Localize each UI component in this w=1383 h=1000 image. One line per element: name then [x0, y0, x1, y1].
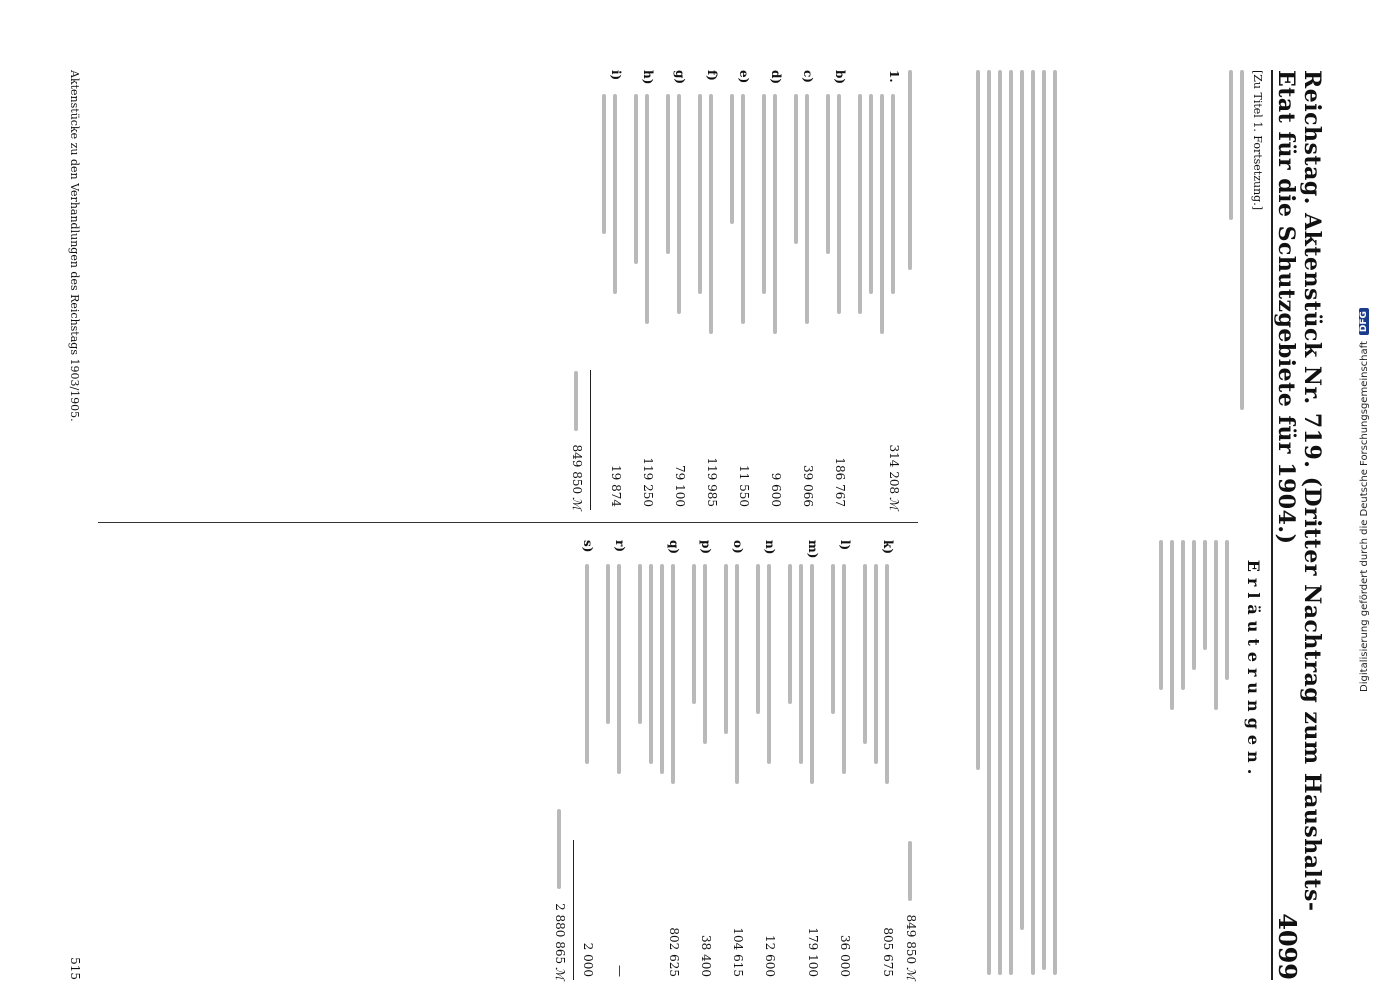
sum-rule — [573, 840, 574, 980]
illegible-line — [1170, 540, 1174, 710]
entry-label: r) — [613, 540, 627, 552]
illegible-line — [724, 564, 728, 734]
illegible-line — [666, 94, 670, 254]
illegible-line — [1214, 540, 1218, 710]
illegible-line — [891, 94, 895, 294]
right-entry-s — [578, 540, 595, 980]
entry-label: q) — [667, 540, 681, 555]
illegible-line — [976, 70, 980, 770]
amount-value: 805 675 — [881, 927, 895, 977]
illegible-line — [908, 841, 912, 901]
entry-label: o) — [731, 540, 745, 554]
illegible-line — [773, 94, 777, 334]
right-column — [88, 540, 918, 980]
page-number: 4099 — [1273, 913, 1302, 980]
entry-body — [851, 94, 901, 414]
amount-value: 104 615 — [731, 927, 745, 977]
illegible-line — [1192, 540, 1196, 670]
sum-amount: 2 880 865 — [553, 903, 567, 965]
column-divider — [98, 522, 918, 523]
illegible-line — [805, 94, 809, 324]
bracket-line: [Zu Titel 1. Fortsetzung.] — [1251, 70, 1264, 211]
entry-amount — [580, 884, 595, 980]
entry-amount — [805, 884, 820, 980]
illegible-line — [574, 371, 578, 431]
entry-label: i) — [609, 70, 623, 81]
right-entry-m — [781, 540, 820, 980]
entry-body — [599, 564, 627, 884]
entry-amount — [672, 414, 687, 510]
entry-body — [578, 564, 595, 884]
illegible-line — [767, 564, 771, 764]
carry-over-amount: 849 850 — [904, 914, 918, 965]
illegible-line — [1229, 70, 1233, 220]
amount-value: 186 767 — [833, 457, 847, 507]
entry-label: 1. — [887, 70, 901, 83]
entry-label: f) — [705, 70, 719, 81]
left-entry-f — [691, 70, 719, 510]
illegible-line — [869, 94, 873, 294]
illegible-line — [837, 94, 841, 314]
illegible-line — [645, 94, 649, 324]
amount-value: 119 250 — [641, 457, 655, 507]
left-entry-h — [627, 70, 655, 510]
illegible-line — [1181, 540, 1185, 690]
entry-amount — [880, 884, 895, 980]
entry-label: l) — [838, 540, 852, 551]
illegible-line — [987, 70, 991, 975]
entry-body — [627, 94, 655, 414]
section-heading: Erläuterungen. — [1244, 559, 1263, 781]
amount-value: 12 600 — [763, 935, 777, 977]
dfg-logo: DFG — [1359, 308, 1369, 335]
entry-amount — [762, 884, 777, 980]
personnel-list — [1152, 540, 1235, 760]
illegible-line — [613, 94, 617, 294]
entry-body — [819, 94, 847, 414]
right-entry-n — [749, 540, 777, 980]
illegible-line — [677, 94, 681, 314]
footer-page-number: 515 — [68, 957, 82, 980]
illegible-line — [1240, 70, 1244, 410]
entry-amount — [608, 414, 623, 510]
amount-value: 38 400 — [699, 935, 713, 977]
amount-value: 19 874 — [609, 465, 623, 507]
currency-sign: ℳ — [904, 967, 918, 980]
illegible-line — [874, 564, 878, 764]
entry-label: h) — [641, 70, 655, 85]
illegible-line — [1042, 70, 1046, 970]
entry-amount — [800, 414, 815, 510]
amount-value: 9 600 — [769, 472, 783, 507]
illegible-line — [649, 564, 653, 764]
illegible-line — [908, 70, 912, 270]
illegible-line — [1020, 70, 1024, 930]
illegible-line — [842, 564, 846, 774]
currency-sign: ℳ — [570, 497, 584, 510]
page-title: Reichstag. Aktenstück Nr. 719. (Dritter Nachtrag zum Haushalts-Etat für die Schutzgebiete für 1904.) — [1273, 70, 1325, 912]
amount-value: 2 000 — [581, 942, 595, 977]
amount-value: 36 000 — [838, 935, 852, 977]
entry-label: m) — [806, 540, 820, 559]
illegible-line — [863, 564, 867, 744]
illegible-line — [660, 564, 664, 774]
document-page — [68, 70, 1325, 980]
amount-value: 802 625 — [667, 927, 681, 977]
page-header — [1271, 70, 1325, 980]
illegible-line — [617, 564, 621, 774]
total-amount: 849 850 — [570, 444, 584, 495]
illegible-line — [735, 564, 739, 784]
right-sum — [550, 540, 567, 980]
illegible-line — [1031, 70, 1035, 975]
entry-amount — [640, 414, 655, 510]
entry-amount — [886, 414, 901, 510]
illegible-line — [788, 564, 792, 704]
entry-label: g) — [673, 70, 687, 85]
entry-amount — [730, 884, 745, 980]
illegible-line — [756, 564, 760, 714]
amount-value: 39 066 — [801, 465, 815, 507]
illegible-line — [826, 94, 830, 254]
illegible-line — [671, 564, 675, 784]
amount-value: 119 985 — [705, 457, 719, 507]
total-rule — [590, 370, 591, 510]
left-entry-b — [819, 70, 847, 510]
right-entry-k — [856, 540, 895, 980]
entry-amount — [768, 414, 783, 510]
entry-body — [749, 564, 777, 884]
illegible-line — [885, 564, 889, 784]
illegible-line — [692, 564, 696, 704]
left-entry-c — [787, 70, 815, 510]
dfg-note-text — [1357, 0, 1371, 1000]
entry-body — [631, 564, 681, 884]
intro-paragraph — [969, 70, 1063, 980]
entry-amount — [698, 884, 713, 980]
illegible-line — [730, 94, 734, 224]
left-entry-d — [755, 70, 783, 510]
entry-body — [691, 94, 719, 414]
amount-value: 11 550 — [737, 465, 751, 507]
left-entry-e — [723, 70, 751, 510]
footer-left: Aktenstücke zu den Verhandlungen des Reichstags 1903/1905. — [68, 70, 81, 422]
entry-body — [659, 94, 687, 414]
right-entry-o — [717, 540, 745, 980]
entry-label: d) — [769, 70, 783, 85]
right-entry-r — [599, 540, 627, 980]
illegible-line — [858, 94, 862, 314]
entry-amount — [832, 414, 847, 510]
illegible-line — [794, 94, 798, 244]
illegible-line — [602, 94, 606, 234]
illegible-line — [606, 564, 610, 724]
left-entry-1 — [851, 70, 901, 510]
illegible-line — [998, 70, 1002, 975]
entry-amount — [704, 414, 719, 510]
currency-sign: ℳ — [887, 497, 901, 510]
illegible-line — [698, 94, 702, 294]
left-entry-i — [595, 70, 623, 510]
entry-amount — [736, 414, 751, 510]
entry-label: e) — [737, 70, 751, 84]
entry-body — [824, 564, 852, 884]
entry-label: b) — [833, 70, 847, 85]
left-entry-g — [659, 70, 687, 510]
amount-value: — — [613, 965, 627, 977]
left-column — [88, 70, 918, 510]
entry-body — [856, 564, 895, 884]
dfg-note — [1357, 0, 1371, 1000]
entry-body — [595, 94, 623, 414]
amount-value: 314 208 — [887, 444, 901, 495]
entry-amount — [612, 884, 627, 980]
illegible-line — [638, 564, 642, 724]
carry-over — [901, 540, 918, 980]
entry-body — [781, 564, 820, 884]
left-total — [567, 70, 584, 510]
illegible-line — [762, 94, 766, 294]
entry-amount — [666, 884, 681, 980]
entry-label: c) — [801, 70, 815, 83]
illegible-line — [1225, 540, 1229, 680]
illegible-line — [1009, 70, 1013, 975]
illegible-line — [1159, 540, 1163, 690]
illegible-line — [634, 94, 638, 264]
amount-value: 179 100 — [806, 927, 820, 977]
illegible-line — [880, 94, 884, 334]
illegible-line — [1053, 70, 1057, 975]
illegible-line — [709, 94, 713, 334]
entry-body — [717, 564, 745, 884]
illegible-line — [799, 564, 803, 764]
dfg-caption: Digitalisierung gefördert durch die Deutsche Forschungsgemeinschaft — [1358, 341, 1370, 692]
entry-label: k) — [881, 540, 895, 554]
right-entry-p — [685, 540, 713, 980]
entry-label: p) — [699, 540, 713, 555]
entry-label: s) — [581, 540, 595, 553]
illegible-line — [741, 94, 745, 324]
illegible-line — [585, 564, 589, 764]
amount-value: 79 100 — [673, 465, 687, 507]
entry-body — [723, 94, 751, 414]
entry-body — [755, 94, 783, 414]
illegible-line — [703, 564, 707, 744]
illegible-line — [831, 564, 835, 714]
currency-sign: ℳ — [553, 967, 567, 980]
entry-label: n) — [763, 540, 777, 555]
entry-body — [685, 564, 713, 884]
illegible-line — [810, 564, 814, 784]
illegible-line — [557, 809, 561, 889]
illegible-line — [1203, 540, 1207, 650]
entry-body — [787, 94, 815, 414]
right-entry-q — [631, 540, 681, 980]
right-entry-l — [824, 540, 852, 980]
entry-amount — [837, 884, 852, 980]
